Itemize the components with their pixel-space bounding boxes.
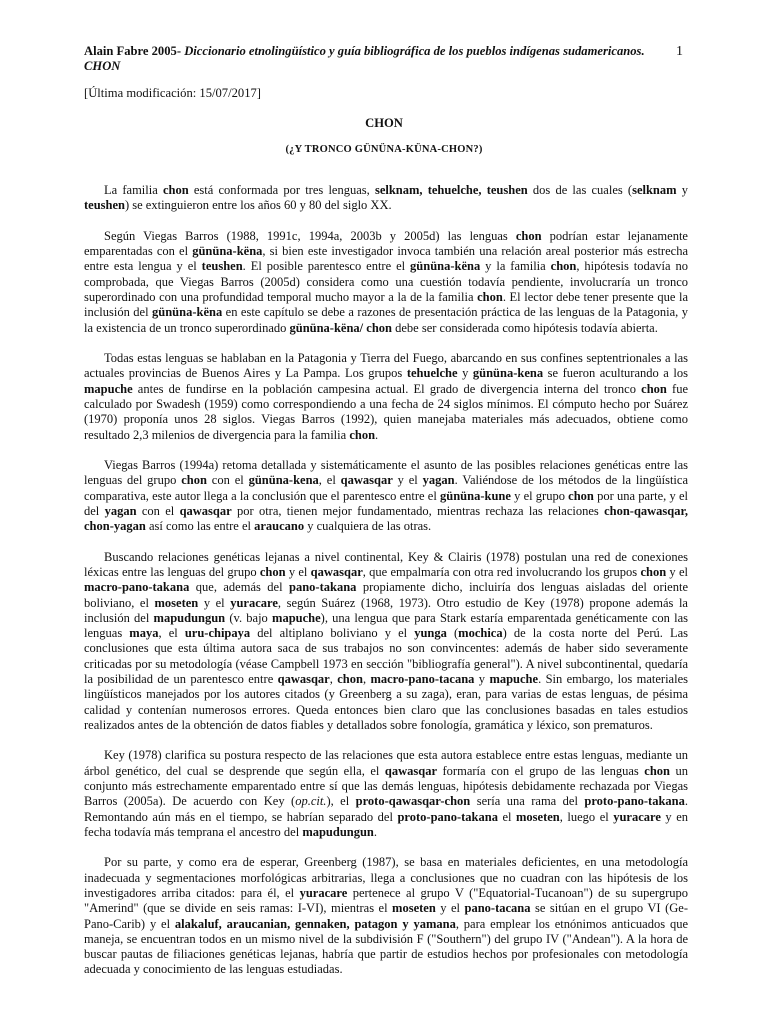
bold-term: mapudungun — [302, 824, 374, 839]
text-run: , para emplear los etnónimos anticuados que maneja, se encuentran todos en un mismo nivel de la subdivisión F ("Southern") del grupo IV ("Andean"). A la hora de buscar pautas de filiaciones genéticas lejanas, habría que partir de estudios hechos por profesionales con metodología adecuada y conocimiento de las lenguas estudiadas. — [84, 916, 688, 977]
text-run: así como las entre el — [145, 519, 255, 534]
text-run: y el — [198, 595, 231, 610]
bold-term: qawasqar — [310, 564, 363, 579]
text-run: , el — [318, 473, 341, 488]
paragraph — [84, 183, 688, 214]
paragraph — [84, 458, 688, 534]
text-run: . Remontando aún más en el tiempo, se habrían separado del — [84, 794, 688, 824]
bold-term: qawasqar — [384, 763, 437, 778]
bold-term: gününa-kena — [472, 366, 544, 381]
bold-term: proto-pano-takana — [584, 794, 685, 809]
bold-term: selknam, tehuelche, teushen — [374, 183, 528, 197]
bold-term: selknam — [632, 183, 677, 197]
text-run: del altiplano boliviano y el — [250, 626, 415, 641]
text-run: y — [676, 183, 688, 197]
bold-term: yagan — [104, 503, 137, 518]
text-run: . Valiéndose de los métodos de la lingüística comparativa, este autor llega a la conclusión que el parentesco entre el — [84, 473, 689, 503]
text-run: y cualquiera de las otras. — [304, 519, 432, 534]
text-run: , según Suárez (1968, 1973). Otro estudio de Key (1978) propone además la inclusión del — [84, 595, 688, 625]
bold-term: macro-pano-takana — [84, 580, 190, 595]
text-run: y el — [285, 564, 311, 579]
text-run: y el — [435, 901, 465, 916]
bold-term: yagan — [422, 473, 455, 488]
text-run: un conjunto más estrechamente emparentado entre sí que las demás lenguas, hipótesis debidamente rechazada por Viegas Barros (2005a). De acuerdo con Key ( — [84, 763, 689, 809]
text-run: ) se extinguieron entre los años 60 y 80 del siglo XX. — [124, 198, 392, 213]
text-run: se fueron aculturando a los — [543, 366, 688, 381]
body-text — [84, 183, 688, 993]
header-author-year: Alain Fabre 2005- — [84, 44, 182, 58]
header-section: CHON — [84, 59, 121, 73]
text-run: , hipótesis todavía no comprobada, que Viegas Barros (2005d) considera como una cuestión todavía pendiente, involucraría un tronco superordinado con una profundidad temporal mucho mayor a la de la familia — [84, 259, 689, 304]
bold-term: gününa-këna — [192, 244, 263, 259]
bold-term: chon — [550, 259, 577, 274]
paragraph — [84, 229, 688, 336]
bold-term: proto-pano-takana — [397, 809, 498, 824]
bold-term: chon — [477, 289, 503, 304]
text-run: y — [474, 672, 490, 687]
text-run: , si bien este investigador invoca también una relación areal posterior más estrecha entre esta lengua y el — [84, 244, 688, 274]
text-run: Por su parte, y como era de esperar, Greenberg (1987), se basa en materiales deficientes, en una metodología inadecuada y segmentaciones morfológicas arbitrarias, llega a conclusiones que no cuadran con las hipótesis de los investigadores arriba citados: para él, el — [84, 855, 688, 900]
page-header — [84, 44, 684, 74]
bold-term: tehuelche — [406, 366, 458, 381]
header-work-title: Diccionario etnolingüístico y guía bibliográfica de los pueblos indígenas sudamericanos. — [184, 44, 645, 58]
paragraph — [84, 351, 688, 443]
text-run: en este capítulo se debe a razones de presentación práctica de las lenguas de la Patagonia, y la existencia de un tronco superordinado — [84, 305, 688, 335]
bold-term: qawasqar — [340, 473, 393, 488]
bold-term: yuracare — [299, 886, 348, 900]
paragraph — [84, 855, 688, 977]
bold-term: qawasqar — [277, 672, 330, 687]
text-run: sería una rama del — [470, 794, 585, 809]
text-run: dos de las cuales ( — [527, 183, 633, 197]
bold-term: chon — [644, 763, 670, 778]
bold-term: uru-chipaya — [184, 626, 251, 641]
bold-term: gününa-këna/ chon — [289, 320, 392, 335]
bold-term: yuracare — [230, 595, 278, 610]
bold-term: alakaluf, araucanian, gennaken, patagon y yamana — [174, 916, 456, 931]
text-run: formaría con el grupo de las lenguas — [437, 763, 645, 778]
bold-term: pano-tacana — [464, 901, 531, 916]
text-run: Key (1978) clarifica su postura respecto de las relaciones que esta autora establece entre estas lenguas, mediante un árbol genético, del cual se desprende que según ella, el — [84, 748, 688, 778]
bold-term: mochica — [458, 626, 503, 641]
bold-term: moseten — [154, 595, 199, 610]
text-run: ) de la costa norte del Perú. Las conclusiones que esta última autora saca de sus trabajos no son convincentes: además de haber sido severamente criticadas por su metodología (véase Campbell 1973 en sección "bibliografía general"). A nivel subcontinental, quedaría la posibilidad de un parentesco entre — [84, 626, 689, 687]
bold-term: proto-qawasqar-chon — [355, 794, 471, 809]
bold-term: mapuche — [489, 672, 539, 687]
page-number: 1 — [676, 44, 683, 59]
text-run: , el — [158, 626, 185, 641]
bold-term: maya — [129, 626, 159, 641]
text-run: , luego el — [559, 809, 614, 824]
bold-term: pano-takana — [289, 580, 357, 595]
bold-term: chon — [515, 228, 542, 243]
bold-term: moseten — [392, 901, 436, 916]
bold-term: gününa-kena — [248, 473, 319, 488]
bold-term: chon — [162, 183, 189, 197]
text-run: . Sin embargo, los materiales lingüísticos manejados por los autores citados (y Greenberg a su zaga), eran, para varias de estas lenguas, de pésima calidad y contenían numerosos errores. Queda entonces bien claro que las conclusiones basadas en tales estudios realizados antes de la obtención de datos fiables y detallados sobre fonología, gramática y léxico, son prematuros. — [84, 672, 688, 732]
italic-term: op.cit. — [295, 794, 327, 809]
bold-term: yunga — [414, 626, 447, 641]
bold-term: macro-pano-tacana — [370, 672, 475, 687]
text-run: . El lector debe tener presente que la inclusión del — [84, 289, 689, 320]
text-run: se sitúan en el grupo VI (Ge-Pano-Carib) y el — [84, 901, 688, 931]
bold-term: moseten — [516, 809, 560, 824]
text-run: por una parte, y el del — [84, 488, 688, 518]
text-run: ( — [446, 626, 459, 641]
bold-term: araucano — [254, 519, 305, 534]
bold-term: mapudungun — [153, 610, 226, 625]
paragraph — [84, 748, 688, 840]
bold-term: gününa-këna — [152, 305, 223, 320]
text-run: , — [329, 672, 338, 687]
text-run: antes de fundirse en la población campesina actual. El grado de divergencia interna del tronco — [132, 381, 642, 396]
text-run: (v. bajo — [225, 610, 273, 625]
text-run: Buscando relaciones genéticas lejanas a nivel continental, Key & Clairis (1978) postulan una red de conexiones léxicas entre las lenguas del grupo — [84, 549, 688, 579]
bold-term: mapuche — [272, 610, 321, 625]
bold-term: chon — [181, 473, 207, 488]
bold-term: gününa-këna — [410, 259, 481, 274]
bold-term: teushen — [84, 198, 125, 213]
text-run: y el — [666, 564, 688, 579]
bold-term: chon — [640, 564, 667, 579]
bold-term: chon — [349, 427, 376, 442]
text-run: y el — [392, 473, 423, 488]
text-run: ), el — [326, 794, 356, 809]
bold-term: chon — [641, 381, 667, 396]
bold-term: qawasqar — [179, 503, 232, 518]
text-run: , que empalmaría con otra red involucrando los grupos — [362, 564, 641, 579]
bold-term: chon-qawasqar, chon-yagan — [84, 503, 689, 534]
text-run: ), una lengua que para Stark estaría emparentada genéticamente con las lenguas — [84, 610, 688, 641]
bold-term: chon — [259, 564, 286, 579]
text-run: que, además del — [189, 580, 290, 595]
page-title: CHON — [365, 116, 403, 130]
text-run: y — [457, 366, 473, 381]
text-run: y en fecha todavía más temprana el ancestro del — [84, 809, 688, 839]
text-run: con el — [206, 473, 249, 488]
bold-term: yuracare — [613, 809, 661, 824]
text-run: Viegas Barros (1994a) retoma detallada y sistemáticamente el asunto de las posibles relaciones genéticas entre las lenguas del grupo — [84, 458, 688, 488]
text-run: el — [497, 809, 517, 824]
text-run: propiamente dicho, incluiría dos lenguas aisladas del oriente boliviano, el — [84, 580, 688, 610]
text-run: Según Viegas Barros (1988, 1991c, 1994a, 2003b y 2005d) las lenguas — [104, 228, 516, 243]
text-run: está conformada por tres lenguas, — [188, 183, 375, 197]
text-run: debe ser considerada como hipótesis todavía abierta. — [391, 320, 658, 335]
text-run: . El posible parentesco entre el — [242, 259, 411, 274]
text-run: podrían estar lejanamente emparentadas con el — [84, 228, 688, 259]
text-run: con el — [136, 503, 180, 518]
bold-term: mapuche — [84, 381, 133, 396]
paragraph — [84, 550, 688, 734]
text-run: Todas estas lenguas se hablaban en la Patagonia y Tierra del Fuego, abarcando en sus confines septentrionales a las actuales provincias de Buenos Aires y La Pampa. Los grupos — [84, 351, 688, 381]
text-run: , — [362, 672, 371, 687]
bold-term: chon — [337, 672, 363, 687]
text-run: y el grupo — [510, 488, 569, 503]
text-run: pertenece al grupo V ("Equatorial-Tucanoan") de su supergrupo "Amerind" (que se divide en seis ramas: I-VI), mientras el — [84, 886, 689, 916]
bold-term: teushen — [201, 259, 243, 274]
page-subtitle: (¿Y TRONCO GÜNÜNA-KÜNA-CHON?) — [285, 144, 483, 155]
text-run: por otra, tienen mejor fundamentado, mientras rechaza las relaciones — [231, 503, 605, 518]
text-run: y la familia — [480, 259, 551, 274]
text-run: . — [375, 427, 379, 442]
text-run: La familia — [104, 183, 163, 197]
text-run: . — [373, 824, 378, 839]
bold-term: gününa-kune — [440, 488, 511, 503]
last-modified: [Última modificación: 15/07/2017] — [84, 86, 261, 100]
bold-term: chon — [568, 488, 594, 503]
text-run: fue calculado por Swadesh (1959) como correspondiendo a una fecha de 24 siglos mínimos. El cómputo hecho por Suárez (1970) proponía unos 28 siglos. Viegas Barros (1992), quien manejaba materiales más adecuados, obtiene como resultado 2,3 milenios de divergencia para la familia — [84, 381, 689, 442]
